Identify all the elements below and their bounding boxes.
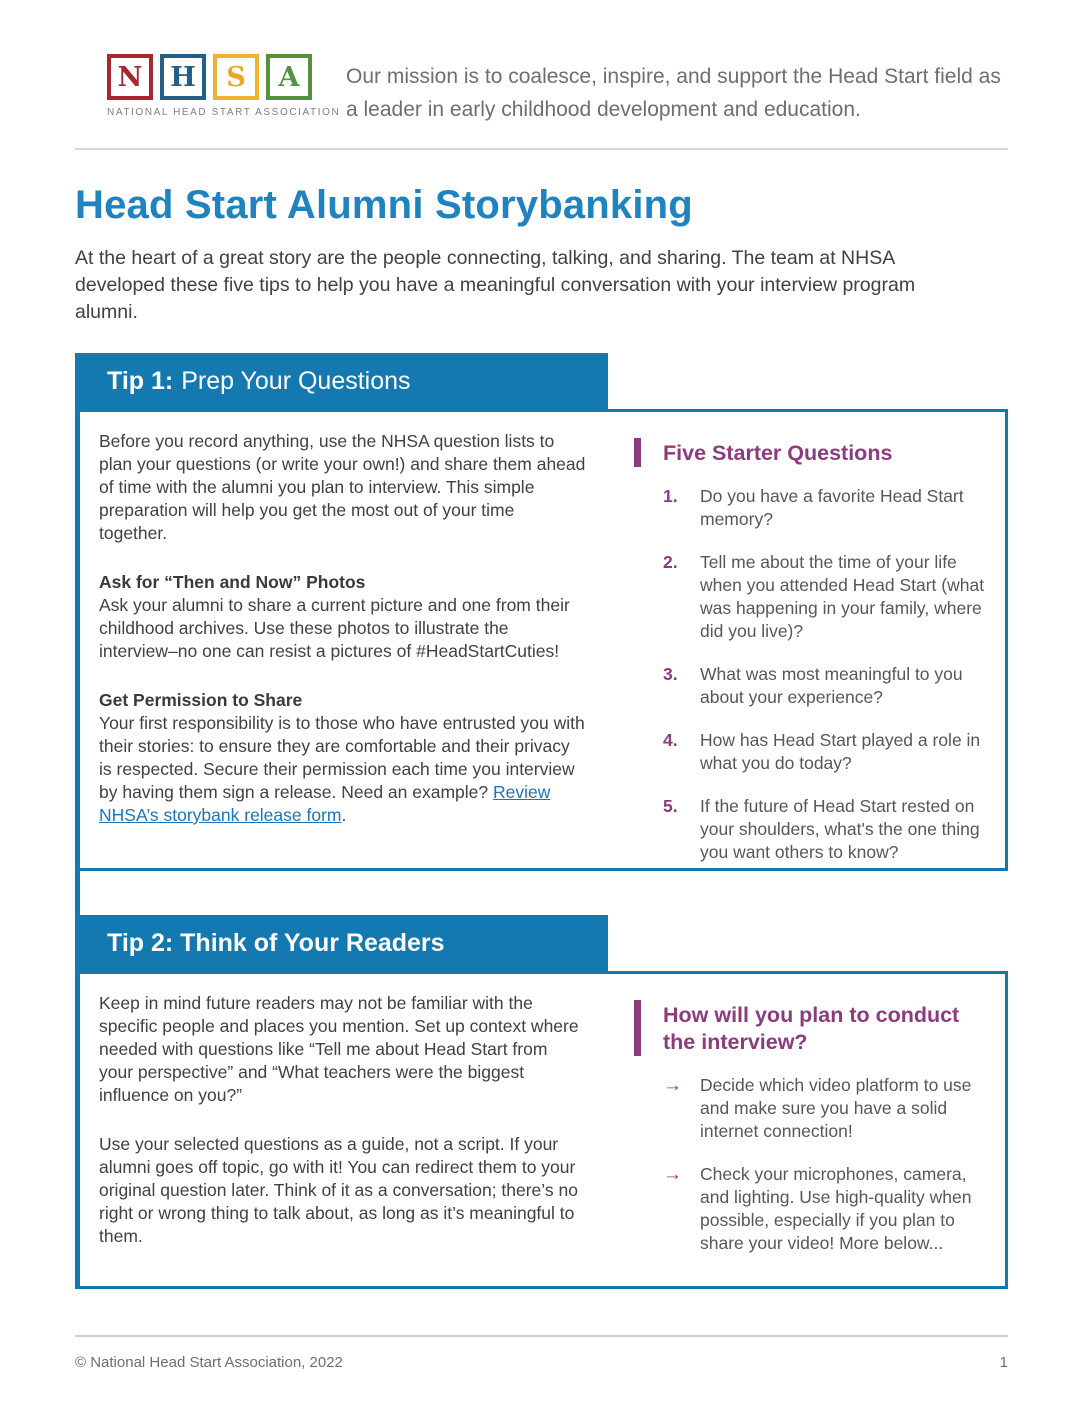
list-item	[663, 1163, 987, 1255]
copyright-text: © National Head Start Association, 2022	[75, 1354, 343, 1371]
intro-paragraph: At the heart of a great story are the people connecting, talking, and sharing. The team at NHSA developed these five tips to help you have a meaningful conversation with your interview program alumni.	[75, 247, 916, 323]
logo-caption: NATIONAL HEAD START ASSOCIATION	[107, 107, 341, 118]
page-footer	[75, 1337, 1008, 1371]
question-text: What was most meaningful to you about your experience?	[700, 664, 963, 707]
list-item	[663, 551, 987, 643]
tip1-box	[80, 409, 1008, 871]
nhsa-logo	[75, 54, 341, 118]
tip2-sidebar	[600, 974, 1005, 1286]
logo-letter-blocks	[107, 54, 320, 100]
tip1-paragraph: Before you record anything, use the NHSA question lists to plan your questions (or write your own!) and share them ahead of time with the alumni you plan to interview. This simple preparation will help you get the most out of your time together.	[99, 431, 586, 543]
list-item	[663, 485, 987, 531]
header-divider	[75, 148, 1008, 150]
purple-accent-bar	[634, 1000, 641, 1056]
tip2-sidebar-heading-row	[634, 1000, 987, 1056]
tip1-body	[80, 412, 600, 868]
question-text: Do you have a favorite Head Start memory?	[700, 486, 964, 529]
tip2-box	[80, 971, 1008, 1289]
question-text: How has Head Start played a role in what you do today?	[700, 730, 981, 773]
link-suffix: .	[341, 805, 347, 825]
tip1-photos-paragraph: Ask your alumni to share a current picture and one from their childhood archives. Use these photos to illustrate the interview–no one can resist a pictures of #HeadStartCuties!	[99, 595, 570, 661]
tip1-header-label: Tip 1:	[107, 366, 174, 395]
tip2-header	[80, 915, 608, 971]
page-title: Head Start Alumni Storybanking	[75, 183, 693, 227]
arrow-bullet-icon: →	[663, 1164, 682, 1185]
tip1-sidebar-heading-row	[634, 438, 987, 467]
tip2-body	[80, 974, 600, 1286]
tip2-header-title: Tip 2: Think of Your Readers	[107, 928, 445, 957]
tip1-header	[80, 353, 608, 409]
page-number: 1	[999, 1354, 1008, 1371]
tip1-subheading-permission: Get Permission to Share	[99, 690, 303, 710]
tip2-paragraph-2: Use your selected questions as a guide, not a script. If your alumni goes off topic, go with it! You can redirect them to your original question later. Think of it as a conversation; there’s no right or wrong thing to talk about, as long as it’s meaningful to them.	[99, 1134, 578, 1246]
tip-sections	[75, 353, 1008, 1289]
tip1-sidebar	[600, 412, 1005, 868]
list-number: 5.	[663, 796, 678, 816]
bullet-text: Decide which video platform to use and make sure you have a solid internet connection!	[700, 1075, 972, 1141]
list-item	[663, 795, 987, 864]
tip1-header-title: Prep Your Questions	[181, 366, 411, 395]
bullet-text: Check your microphones, camera, and lighting. Use high-quality when possible, especially if you plan to share your video! More below...	[700, 1164, 972, 1253]
question-text: If the future of Head Start rested on your shoulders, what's the one thing you want others to know?	[700, 796, 980, 862]
logo-block-a-icon: A	[266, 54, 312, 100]
tip2-sidebar-heading: How will you plan to conduct the interview?	[663, 1003, 960, 1054]
logo-block-s-icon: S	[213, 54, 259, 100]
starter-questions-list	[634, 485, 987, 864]
purple-accent-bar	[634, 438, 641, 467]
list-number: 4.	[663, 730, 678, 750]
storybank-release-form-link[interactable]: Review NHSA’s storybank release form	[99, 782, 551, 825]
question-text: Tell me about the time of your life when you attended Head Start (what was happening in your family, where did you live)?	[700, 552, 985, 641]
logo-block-n-icon: N	[107, 54, 153, 100]
spacer	[99, 663, 586, 689]
page-header	[75, 54, 1008, 126]
spacer	[99, 1107, 586, 1133]
interview-plan-list	[634, 1074, 987, 1255]
list-number: 1.	[663, 486, 678, 506]
tip1-subheading-photos: Ask for “Then and Now” Photos	[99, 572, 366, 592]
tip2-paragraph-1: Keep in mind future readers may not be familiar with the specific people and places you mention. Set up context where needed with questions like “Tell me about Head Start from your perspective” and “What teachers were the biggest influence on you?”	[99, 993, 579, 1105]
spacer	[99, 545, 586, 571]
tip1-permission-text: Your first responsibility is to those who have entrusted you with their stories: to ensure they are comfortable and their privacy is respected. Secure their permission each time you interview by having them sign a release. Need an example?	[99, 713, 585, 802]
arrow-bullet-icon: →	[663, 1075, 682, 1096]
list-item	[663, 729, 987, 775]
tip1-permission-paragraph	[99, 712, 586, 827]
list-item	[663, 1074, 987, 1143]
list-number: 3.	[663, 664, 678, 684]
list-item	[663, 663, 987, 709]
mission-statement: Our mission is to coalesce, inspire, and support the Head Start field as a leader in early childhood development and education.	[346, 65, 1001, 121]
section-gap	[80, 871, 1008, 915]
tip1-sidebar-heading: Five Starter Questions	[663, 441, 893, 465]
logo-block-h-icon: H	[160, 54, 206, 100]
list-number: 2.	[663, 552, 678, 572]
